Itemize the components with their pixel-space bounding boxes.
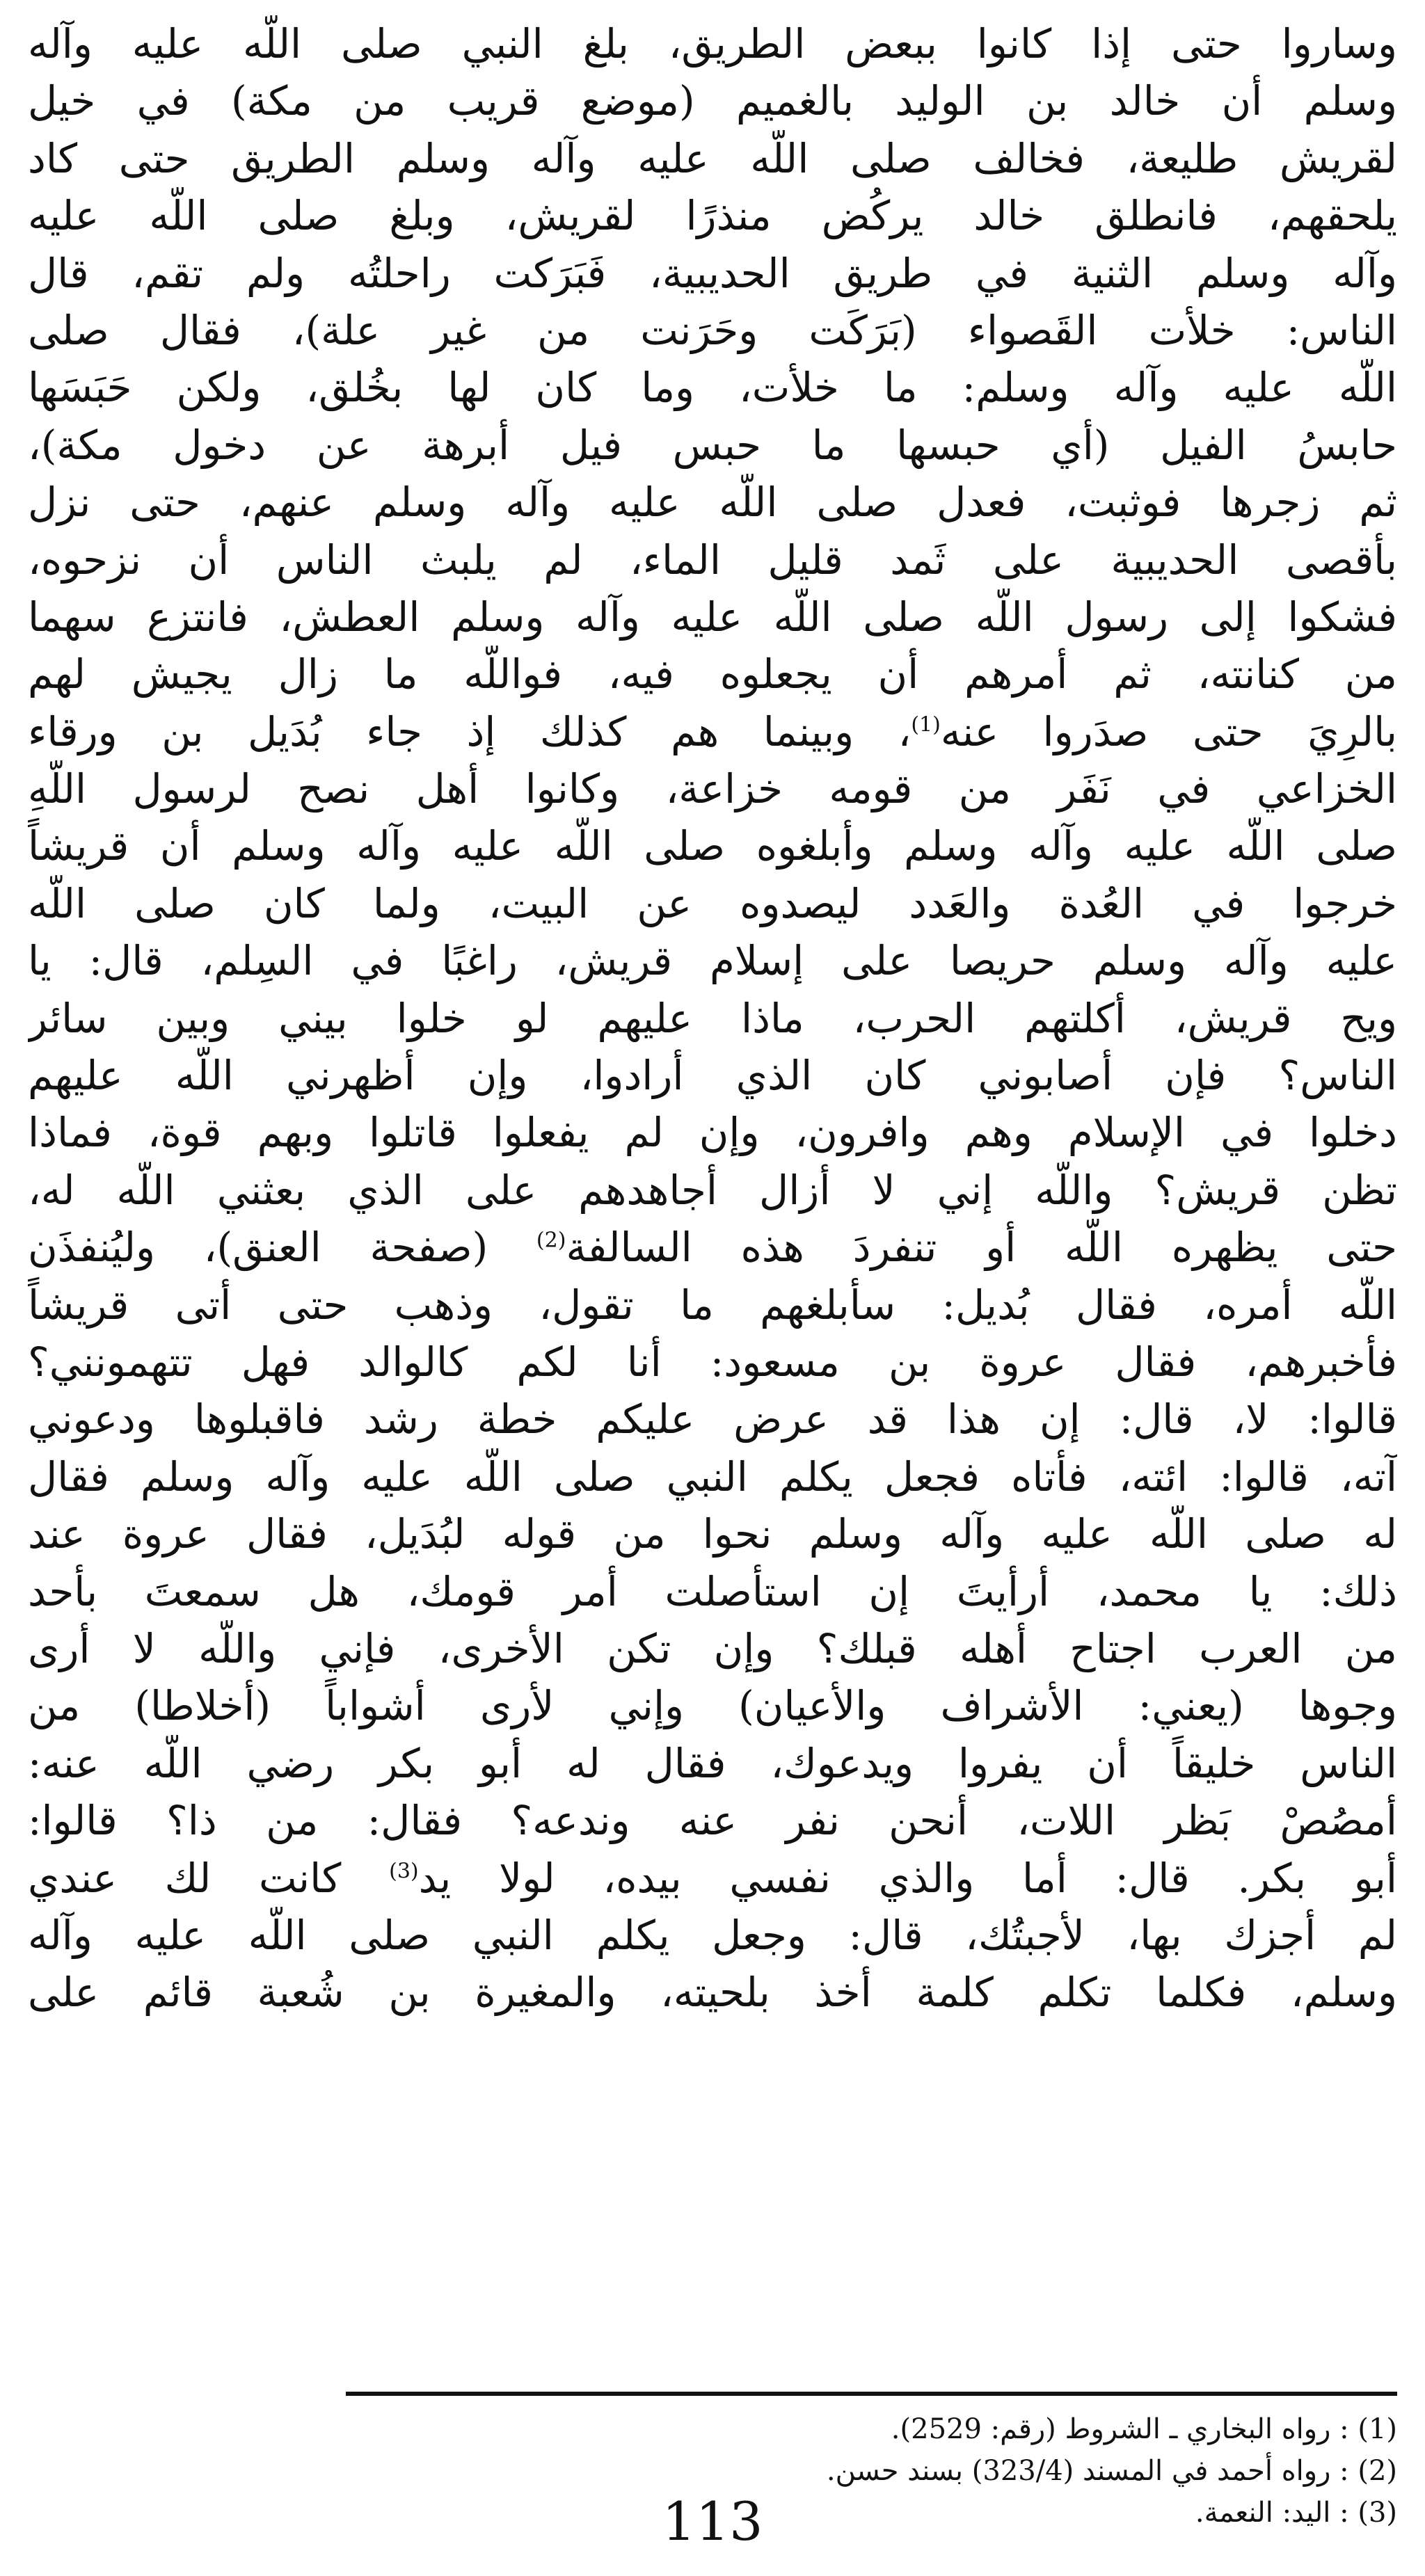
text-line-16: خرجوا في العُدة والعَدد ليصدوه عن البيت، ولما كان صلى اللّه	[28, 879, 1397, 927]
text-line-7: اللّه عليه وآله وسلم: ما خلأت، وما كان لها بخُلق، ولكن حَبَسَها	[28, 364, 1397, 412]
text-line-33-head: أبو بكر. قال: أما والذي نفسي بيده، لولا يد	[418, 1854, 1397, 1902]
text-line-33	[28, 1850, 1397, 1907]
text-line-13	[28, 703, 1397, 760]
text-line-21: تظن قريش؟ واللّه إني لا أزال أجاهدهم على الذي بعثني اللّه له،	[28, 1166, 1397, 1214]
text-line-33-tail: كانت لك عندي	[28, 1854, 390, 1902]
footnote-3: (3) : اليد: النعمة.	[1195, 2497, 1397, 2529]
text-line-25: قالوا: لا، قال: إن هذا قد عرض عليكم خطة رشد فاقبلوها ودعوني	[28, 1395, 1397, 1443]
text-line-9: ثم زجرها فوثبت، فعدل صلى اللّه عليه وآله وسلم عنهم، حتى نزل	[28, 479, 1397, 527]
text-line-3: لقريش طليعة، فخالف صلى اللّه عليه وآله وسلم الطريق حتى كاد	[28, 134, 1397, 182]
text-line-14: الخزاعي في نَفَر من قومه خزاعة، وكانوا أهل نصح لرسول اللّهِ	[28, 765, 1397, 813]
text-line-10: بأقصى الحديبية على ثَمد قليل الماء، لم يلبث الناس أن نزحوه،	[28, 536, 1397, 584]
text-line-17: عليه وآله وسلم حريصا على إسلام قريش، راغبًا في السِلم، قال: يا	[28, 937, 1397, 985]
text-line-2: وسلم أن خالد بن الوليد بالغميم (موضع قريب من مكة) في خيل	[28, 77, 1397, 125]
text-line-13-head: بالرِيَ حتى صدَروا عنه	[940, 707, 1397, 755]
text-line-15: صلى اللّه عليه وآله وسلم وأبلغوه صلى اللّه عليه وآله وسلم أن قريشاً	[28, 822, 1397, 870]
page-number: 113	[662, 2490, 763, 2552]
text-line-23: اللّه أمره، فقال بُديل: سأبلغهم ما تقول، وذهب حتى أتى قريشاً	[28, 1281, 1397, 1329]
text-line-22-head: حتى يظهره اللّه أو تنفردَ هذه السالفة	[566, 1224, 1397, 1272]
text-line-18: ويح قريش، أكلتهم الحرب، ماذا عليهم لو خلوا بيني وبين سائر	[28, 994, 1397, 1042]
text-line-11: فشكوا إلى رسول اللّه صلى اللّه عليه وآله وسلم العطش، فانتزع سهما	[28, 593, 1397, 641]
text-line-22	[28, 1219, 1397, 1276]
text-line-6: الناس: خلأت القَصواء (بَرَكَت وحَرَنت من غير علة)، فقال صلى	[28, 306, 1397, 354]
text-line-30: وجوها (يعني: الأشراف والأعيان) وإني لأرى أشواباً (أخلاطا) من	[28, 1682, 1397, 1730]
text-line-34: لم أجزك بها، لأجبتُك، قال: وجعل يكلم النبي صلى اللّه عليه وآله	[28, 1911, 1397, 1959]
footnote-ref-2: (2)	[536, 1228, 566, 1253]
text-line-29: من العرب اجتاح أهله قبلك؟ وإن تكن الأخرى، فإني واللّه لا أرى	[28, 1624, 1397, 1672]
text-line-31: الناس خليقاً أن يفروا ويدعوك، فقال له أبو بكر رضي اللّه عنه:	[28, 1739, 1397, 1787]
text-line-35: وسلم، فكلما تكلم كلمة أخذ بلحيته، والمغيرة بن شُعبة قائم على	[28, 1969, 1397, 2017]
text-line-5: وآله وسلم الثنية في طريق الحديبية، فَبَرَكت راحلتُه ولم تقم، قال	[28, 249, 1397, 297]
footnote-1: (1) : رواه البخاري ـ الشروط (رقم: 2529).	[891, 2413, 1397, 2445]
footnote-divider	[346, 2392, 1397, 2396]
text-line-13-tail: ، وبينما هم كذلك إذ جاء بُدَيل بن ورقاء	[28, 707, 911, 755]
main-text	[28, 15, 1397, 2022]
text-line-19: الناس؟ فإن أصابوني كان الذي أرادوا، وإن أظهرني اللّه عليهم	[28, 1052, 1397, 1100]
text-line-27: له صلى اللّه عليه وآله وسلم نحوا من قوله لبُدَيل، فقال عروة عند	[28, 1510, 1397, 1558]
footnote-2: (2) : رواه أحمد في المسند (323/4) بسند حسن.	[826, 2455, 1397, 2487]
footnote-ref-1: (1)	[911, 712, 941, 737]
text-line-8: حابسُ الفيل (أي حبسها ما حبس فيل أبرهة عن دخول مكة)،	[28, 421, 1397, 469]
text-line-12: من كنانته، ثم أمرهم أن يجعلوه فيه، فواللّه ما زال يجيش لهم	[28, 650, 1397, 698]
text-line-4: يلحقهم، فانطلق خالد يركُض منذرًا لقريش، وبلغ صلى اللّه عليه	[28, 192, 1397, 240]
text-line-28: ذلك: يا محمد، أرأيتَ إن استأصلت أمر قومك، هل سمعتَ بأحد	[28, 1567, 1397, 1615]
text-line-32: أمصُصْ بَظر اللات، أنحن نفر عنه وندعه؟ فقال: من ذا؟ قالوا:	[28, 1797, 1397, 1845]
text-line-1: وساروا حتى إذا كانوا ببعض الطريق، بلغ النبي صلى اللّه عليه وآله	[28, 20, 1397, 67]
text-line-24: فأخبرهم، فقال عروة بن مسعود: أنا لكم كالوالد فهل تتهمونني؟	[28, 1338, 1397, 1386]
footnote-ref-3: (3)	[389, 1859, 419, 1884]
text-line-22-tail: (صفحة العنق)، وليُنفذَن	[28, 1224, 536, 1272]
text-line-20: دخلوا في الإسلام وهم وافرون، وإن لم يفعلوا قاتلوا وبهم قوة، فماذا	[28, 1109, 1397, 1157]
text-line-26: آته، قالوا: ائته، فأتاه فجعل يكلم النبي صلى اللّه عليه وآله وسلم فقال	[28, 1453, 1397, 1501]
